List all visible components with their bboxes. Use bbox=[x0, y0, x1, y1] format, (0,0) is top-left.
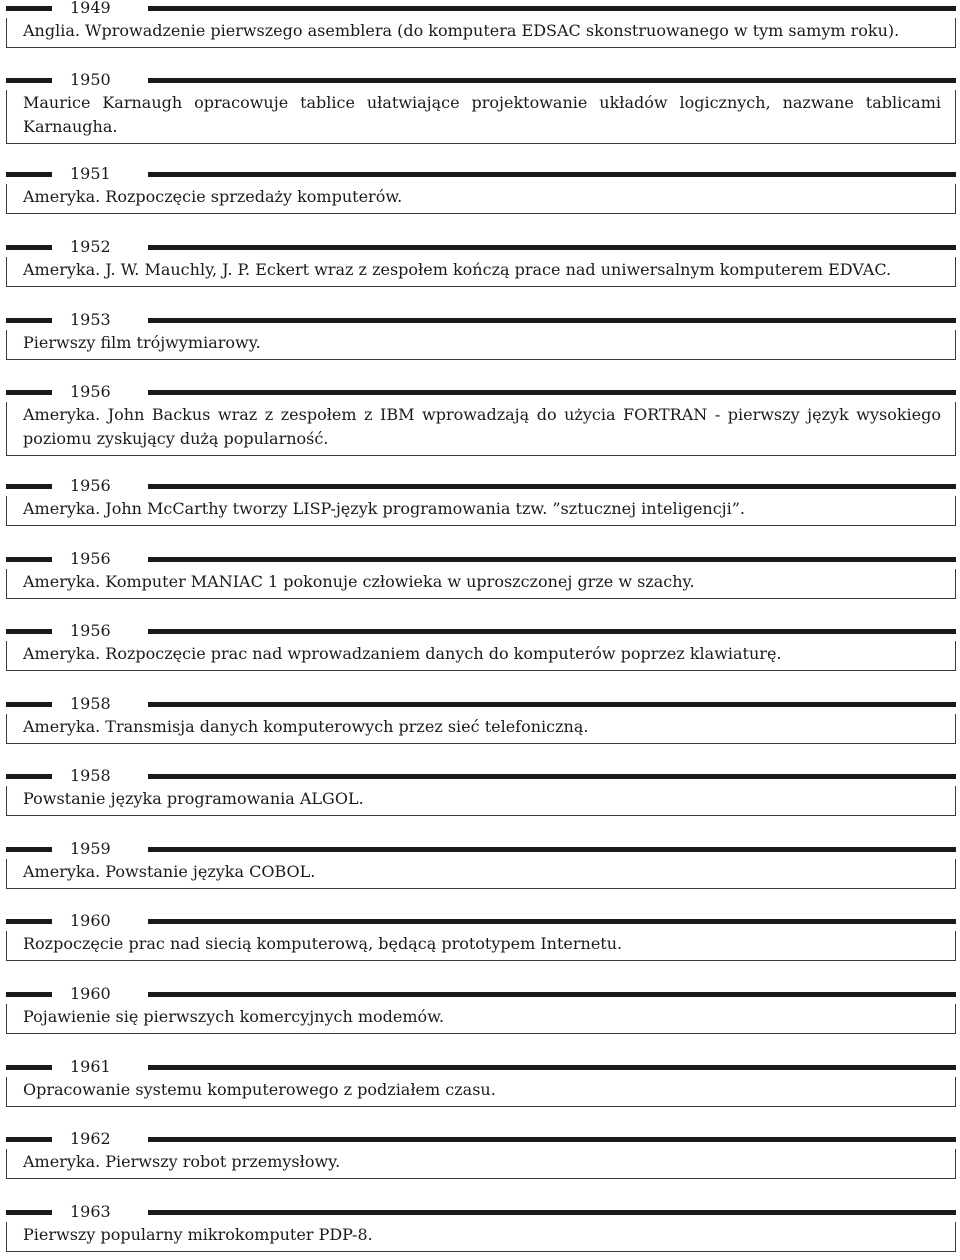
year-header bbox=[0, 237, 960, 257]
entry-text: Opracowanie systemu komputerowego z podziałem czasu. bbox=[6, 1077, 956, 1107]
year-label: 1949 bbox=[70, 0, 111, 17]
year-label: 1958 bbox=[70, 766, 111, 785]
year-bar-left bbox=[6, 919, 52, 924]
year-bar-left bbox=[6, 78, 52, 83]
year-bar-right bbox=[148, 78, 956, 83]
year-bar-left bbox=[6, 484, 52, 489]
year-bar-left bbox=[6, 847, 52, 852]
year-header bbox=[0, 766, 960, 786]
timeline-entry bbox=[0, 1129, 960, 1179]
year-bar-right bbox=[148, 484, 956, 489]
entry-text: Ameryka. Pierwszy robot przemysłowy. bbox=[6, 1149, 956, 1179]
entry-text: Ameryka. Transmisja danych komputerowych przez sieć telefoniczną. bbox=[6, 714, 956, 744]
year-bar-right bbox=[148, 992, 956, 997]
timeline-entry bbox=[0, 839, 960, 889]
timeline-entry bbox=[0, 382, 960, 456]
timeline-entry bbox=[0, 694, 960, 744]
timeline-entry bbox=[0, 1057, 960, 1107]
year-bar-right bbox=[148, 557, 956, 562]
year-label: 1958 bbox=[70, 694, 111, 713]
year-bar-left bbox=[6, 992, 52, 997]
year-bar-right bbox=[148, 847, 956, 852]
year-bar-right bbox=[148, 919, 956, 924]
year-bar-left bbox=[6, 318, 52, 323]
year-bar-left bbox=[6, 172, 52, 177]
timeline-entry bbox=[0, 70, 960, 144]
entry-text: Ameryka. John McCarthy tworzy LISP-język programowania tzw. ”sztucznej inteligencji”. bbox=[6, 496, 956, 526]
entry-text: Ameryka. Rozpoczęcie prac nad wprowadzaniem danych do komputerów poprzez klawiaturę. bbox=[6, 641, 956, 671]
year-bar-right bbox=[148, 245, 956, 250]
year-bar-right bbox=[148, 774, 956, 779]
entry-text: Pierwszy popularny mikrokomputer PDP-8. bbox=[6, 1222, 956, 1252]
timeline-entry bbox=[0, 0, 960, 48]
entry-text: Ameryka. John Backus wraz z zespołem z IBM wprowadzają do użycia FORTRAN - pierwszy język wysokiego poziomu zyskujący dużą popularność. bbox=[6, 402, 956, 456]
year-header bbox=[0, 0, 960, 18]
year-header bbox=[0, 839, 960, 859]
year-bar-right bbox=[148, 390, 956, 395]
timeline-entry bbox=[0, 766, 960, 816]
year-label: 1956 bbox=[70, 382, 111, 401]
year-bar-left bbox=[6, 390, 52, 395]
entry-text: Ameryka. Komputer MANIAC 1 pokonuje człowieka w uproszczonej grze w szachy. bbox=[6, 569, 956, 599]
year-bar-right bbox=[148, 702, 956, 707]
year-bar-left bbox=[6, 629, 52, 634]
year-label: 1959 bbox=[70, 839, 111, 858]
timeline-entry bbox=[0, 476, 960, 526]
year-label: 1951 bbox=[70, 164, 111, 183]
year-bar-right bbox=[148, 318, 956, 323]
timeline-entry bbox=[0, 237, 960, 287]
year-label: 1956 bbox=[70, 549, 111, 568]
year-bar-left bbox=[6, 6, 52, 11]
year-bar-left bbox=[6, 1210, 52, 1215]
year-label: 1950 bbox=[70, 70, 111, 89]
year-header bbox=[0, 476, 960, 496]
year-label: 1956 bbox=[70, 476, 111, 495]
year-header bbox=[0, 70, 960, 90]
entry-text: Anglia. Wprowadzenie pierwszego asemblera (do komputera EDSAC skonstruowanego w tym samym roku). bbox=[6, 18, 956, 48]
year-bar-left bbox=[6, 1137, 52, 1142]
timeline-entry bbox=[0, 621, 960, 671]
year-label: 1963 bbox=[70, 1202, 111, 1221]
year-label: 1960 bbox=[70, 984, 111, 1003]
year-bar-right bbox=[148, 629, 956, 634]
entry-text: Maurice Karnaugh opracowuje tablice ułatwiające projektowanie układów logicznych, nazwane tablicami Karnaugha. bbox=[6, 90, 956, 144]
year-label: 1961 bbox=[70, 1057, 111, 1076]
year-bar-right bbox=[148, 1065, 956, 1070]
year-bar-right bbox=[148, 172, 956, 177]
entry-text: Pierwszy film trójwymiarowy. bbox=[6, 330, 956, 360]
year-bar-right bbox=[148, 6, 956, 11]
year-bar-left bbox=[6, 557, 52, 562]
year-header bbox=[0, 984, 960, 1004]
timeline-entry bbox=[0, 1202, 960, 1252]
year-header bbox=[0, 911, 960, 931]
year-label: 1960 bbox=[70, 911, 111, 930]
timeline-entry bbox=[0, 911, 960, 961]
entry-text: Pojawienie się pierwszych komercyjnych modemów. bbox=[6, 1004, 956, 1034]
year-header bbox=[0, 694, 960, 714]
entry-text: Ameryka. Powstanie języka COBOL. bbox=[6, 859, 956, 889]
timeline-entry bbox=[0, 310, 960, 360]
year-bar-left bbox=[6, 245, 52, 250]
timeline-entry bbox=[0, 164, 960, 214]
year-header bbox=[0, 1202, 960, 1222]
year-label: 1953 bbox=[70, 310, 111, 329]
year-bar-left bbox=[6, 1065, 52, 1070]
year-bar-right bbox=[148, 1210, 956, 1215]
entry-text: Rozpoczęcie prac nad siecią komputerową, będącą prototypem Internetu. bbox=[6, 931, 956, 961]
year-bar-left bbox=[6, 702, 52, 707]
year-label: 1956 bbox=[70, 621, 111, 640]
year-header bbox=[0, 1129, 960, 1149]
timeline-entry bbox=[0, 984, 960, 1034]
year-header bbox=[0, 310, 960, 330]
entry-text: Ameryka. Rozpoczęcie sprzedaży komputerów. bbox=[6, 184, 956, 214]
year-bar-right bbox=[148, 1137, 956, 1142]
year-header bbox=[0, 164, 960, 184]
year-label: 1952 bbox=[70, 237, 111, 256]
year-header bbox=[0, 621, 960, 641]
year-header bbox=[0, 1057, 960, 1077]
year-header bbox=[0, 382, 960, 402]
timeline-entry bbox=[0, 549, 960, 599]
year-label: 1962 bbox=[70, 1129, 111, 1148]
year-bar-left bbox=[6, 774, 52, 779]
year-header bbox=[0, 549, 960, 569]
entry-text: Powstanie języka programowania ALGOL. bbox=[6, 786, 956, 816]
entry-text: Ameryka. J. W. Mauchly, J. P. Eckert wraz z zespołem kończą prace nad uniwersalnym komputerem EDVAC. bbox=[6, 257, 956, 287]
